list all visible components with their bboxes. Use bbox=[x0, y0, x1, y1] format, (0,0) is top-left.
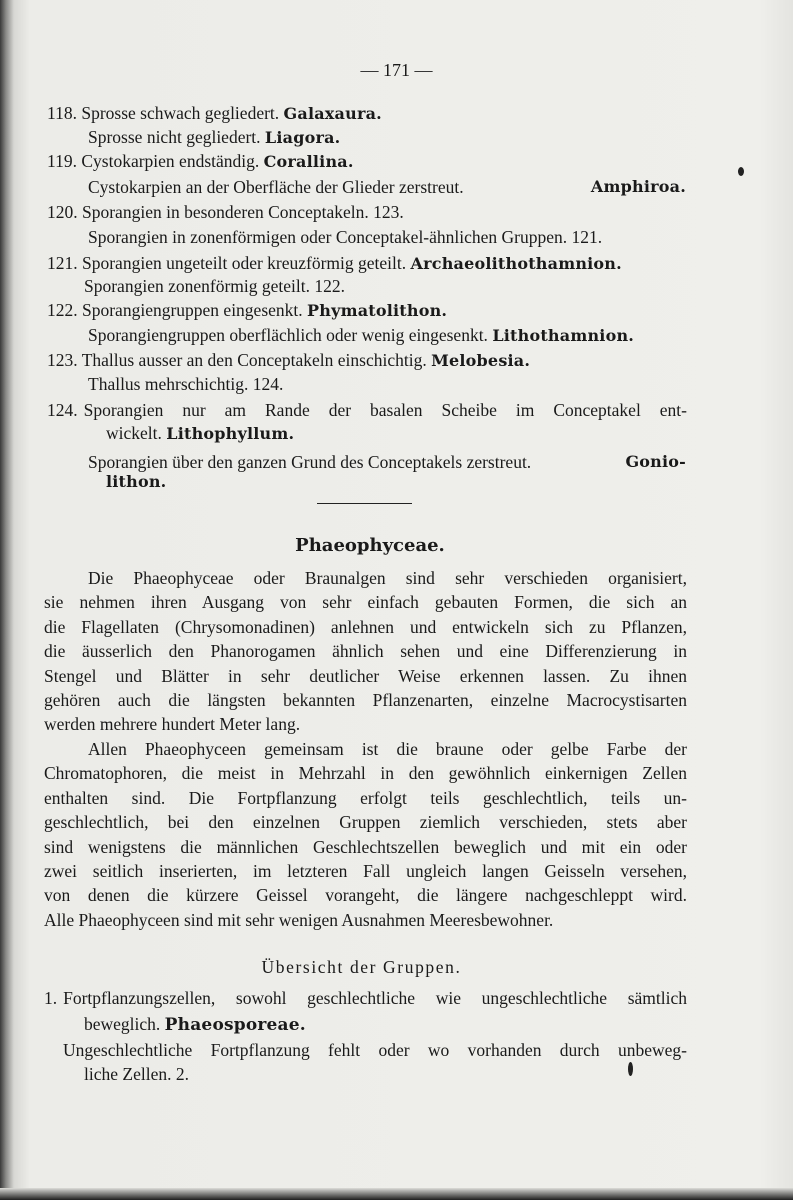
entry-number: 122. bbox=[47, 300, 78, 320]
entry-text: Sporangiengruppen oberflächlich oder wenig eingesenkt. bbox=[88, 325, 488, 345]
entry-text: Sporangiengruppen eingesenkt. bbox=[82, 300, 303, 320]
entry-text: Sporangien in besonderen Conceptakeln. 123. bbox=[82, 202, 404, 222]
overview-heading: Übersicht der Gruppen. bbox=[261, 957, 462, 977]
section-heading: Phaeophyceae. bbox=[295, 535, 445, 556]
taxon-name: Gonio- bbox=[625, 452, 686, 471]
taxon-name: Corallina. bbox=[263, 152, 354, 171]
taxon-name: Melobesia. bbox=[431, 351, 531, 370]
paragraph-line: die äusserlich den Phanorogamen ähnlich sehen und eine Differenzierung in bbox=[44, 641, 687, 661]
entry-text: liche Zellen. 2. bbox=[84, 1064, 189, 1084]
entry-number: 118. bbox=[47, 103, 77, 123]
key-line bbox=[88, 126, 340, 149]
paragraph-line: von denen die kürzere Geissel vorangeht, die längere nachgeschleppt wird. bbox=[44, 885, 687, 905]
paragraph-line: die Flagellaten (Chrysomonadinen) anlehnen und entwickeln sich zu Pflanzen, bbox=[44, 617, 687, 637]
taxon-name: Lithophyllum. bbox=[166, 424, 295, 443]
ink-speck bbox=[628, 1062, 633, 1076]
paragraph-line: Stengel und Blätter in sehr deutlicher Weise erkennen lassen. Zu ihnen bbox=[44, 666, 687, 686]
key-line bbox=[84, 275, 345, 297]
section-divider bbox=[317, 503, 412, 504]
key-line bbox=[63, 1039, 687, 1061]
entry-text: Thallus ausser an den Conceptakeln einschichtig. bbox=[81, 350, 427, 370]
entry-text: Ungeschlechtliche Fortpflanzung fehlt oder wo vorhanden durch unbeweg- bbox=[63, 1040, 687, 1060]
taxon-name: Liagora. bbox=[264, 128, 341, 147]
entry-text: Sprosse schwach gegliedert. bbox=[81, 103, 280, 123]
key-line bbox=[47, 299, 447, 322]
entry-number: 124. bbox=[47, 400, 78, 420]
key-line bbox=[47, 399, 687, 421]
entry-number: 120. bbox=[47, 202, 78, 222]
entry-number: 123. bbox=[47, 350, 78, 370]
entry-text: wickelt. bbox=[106, 423, 162, 443]
page-bottom-shadow bbox=[0, 1188, 793, 1200]
key-line bbox=[47, 102, 382, 125]
paragraph-line: werden mehrere hundert Meter lang. bbox=[44, 714, 301, 734]
key-line bbox=[84, 1013, 306, 1036]
key-line bbox=[106, 470, 166, 493]
entry-text: Sporangien zonenförmig geteilt. 122. bbox=[84, 276, 345, 296]
key-line bbox=[47, 150, 354, 173]
entry-text: Sporangien ungeteilt oder kreuzförmig geteilt. bbox=[82, 253, 407, 273]
taxon-name: lithon. bbox=[106, 472, 167, 491]
entry-text: Sporangien in zonenförmigen oder Conceptakel-ähnlichen Gruppen. 121. bbox=[88, 227, 603, 247]
entry-number: 121. bbox=[47, 253, 78, 273]
paragraph-line: Allen Phaeophyceen gemeinsam ist die braune oder gelbe Farbe der bbox=[88, 739, 687, 759]
entry-text: Thallus mehrschichtig. 124. bbox=[88, 374, 284, 394]
key-line bbox=[47, 201, 404, 223]
key-line bbox=[88, 324, 634, 347]
taxon-name: Archaeolithothamnion. bbox=[410, 254, 622, 273]
page-number: — 171 — bbox=[360, 60, 433, 80]
ink-speck bbox=[738, 167, 744, 176]
key-line bbox=[84, 1063, 189, 1085]
key-line bbox=[88, 373, 283, 395]
key-line bbox=[44, 987, 687, 1009]
key-line bbox=[106, 422, 294, 445]
paragraph-line: gehören auch die längsten bekannten Pflanzenarten, einzelne Macrocystisarten bbox=[44, 690, 687, 710]
taxon-name: Lithothamnion. bbox=[492, 326, 635, 345]
paragraph-line: enthalten sind. Die Fortpflanzung erfolgt teils geschlechtlich, teils un- bbox=[44, 788, 687, 808]
entry-number: 119. bbox=[47, 151, 77, 171]
key-line bbox=[88, 176, 686, 198]
taxon-name: Phaeosporeae. bbox=[164, 1015, 306, 1035]
paragraph-line: zwei seitlich inserierten, im letzteren Fall ungleich langen Geisseln versehen, bbox=[44, 861, 687, 881]
entry-number: 1. bbox=[44, 988, 58, 1008]
entry-text: Sprosse nicht gegliedert. bbox=[88, 127, 261, 147]
taxon-name: Phymatolithon. bbox=[307, 301, 448, 320]
entry-text: Sporangien über den ganzen Grund des Conceptakels zerstreut. bbox=[88, 452, 532, 472]
paragraph-line: Chromatophoren, die meist in Mehrzahl in den gewöhnlich einkernigen Zellen bbox=[44, 763, 687, 783]
entry-text: beweglich. bbox=[84, 1014, 161, 1034]
paragraph-line: geschlechtlich, bei den einzelnen Gruppen ziemlich verschieden, stets aber bbox=[44, 812, 687, 832]
paragraph-line: Die Phaeophyceae oder Braunalgen sind sehr verschieden organisiert, bbox=[88, 568, 687, 588]
taxon-name: Galaxaura. bbox=[283, 104, 382, 123]
paragraph-line: sind wenigstens die männlichen Geschlechtszellen beweglich und mit ein oder bbox=[44, 837, 687, 857]
entry-text: Cystokarpien an der Oberfläche der Glieder zerstreut. bbox=[88, 177, 464, 197]
key-line bbox=[88, 451, 686, 473]
entry-text: Sporangien nur am Rande der basalen Scheibe im Conceptakel ent- bbox=[83, 400, 687, 420]
paragraph-line: sie nehmen ihren Ausgang von sehr einfach gebauten Formen, die sich an bbox=[44, 592, 687, 612]
paragraph-line: Alle Phaeophyceen sind mit sehr wenigen Ausnahmen Meeresbewohner. bbox=[44, 910, 554, 930]
taxon-name: Amphiroa. bbox=[590, 177, 686, 196]
key-line bbox=[88, 226, 602, 248]
key-line bbox=[47, 349, 530, 372]
entry-text: Cystokarpien endständig. bbox=[81, 151, 260, 171]
key-line bbox=[47, 252, 622, 275]
entry-text: Fortpflanzungszellen, sowohl geschlechtliche wie ungeschlechtliche sämtlich bbox=[63, 988, 687, 1008]
